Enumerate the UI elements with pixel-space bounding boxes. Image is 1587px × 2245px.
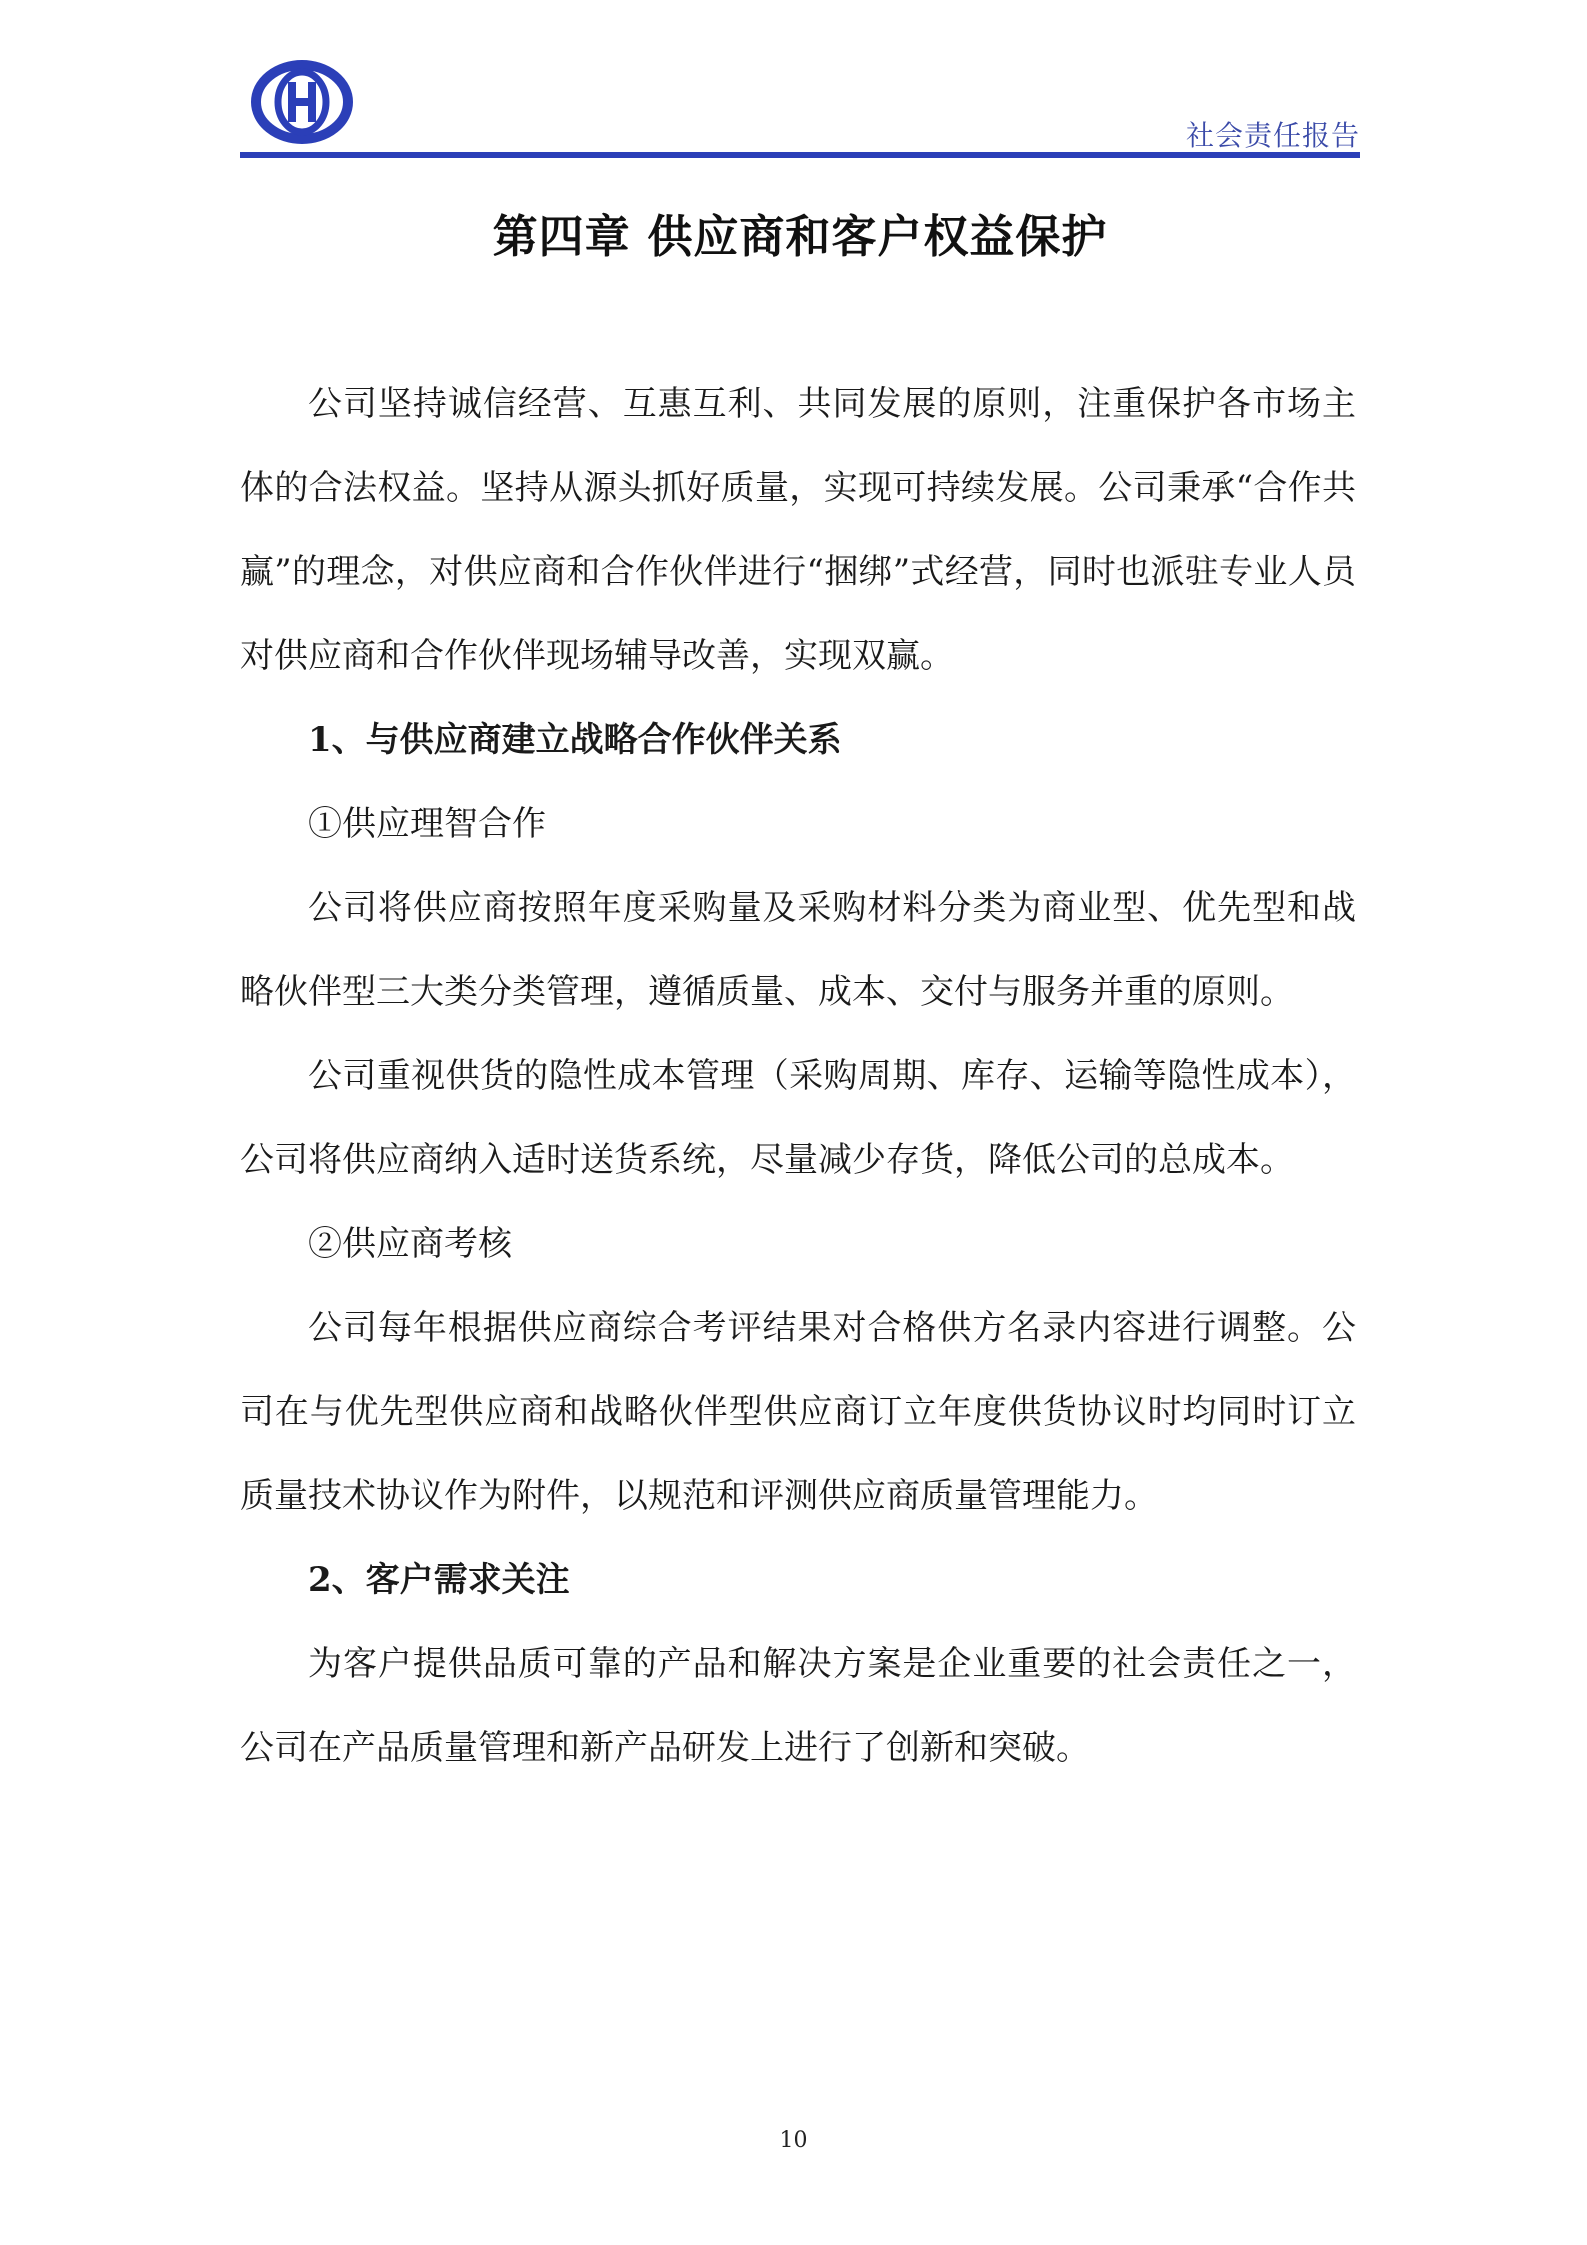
section-heading-1: 1、与供应商建立战略合作伙伴关系 (308, 720, 842, 760)
page-number: 10 (779, 2128, 808, 2153)
section-heading-2: 2、客户需求关注 (308, 1560, 570, 1600)
chapter-title: 第四章 供应商和客户权益保护 (492, 210, 1108, 263)
paragraph-supplier-classification: 公司将供应商按照年度采购量及采购材料分类为商业型、优先型和战略伙伴型三大类分类管理，遵循质量、成本、交付与服务并重的原则。 (240, 888, 1356, 1012)
body-content (240, 362, 1356, 1790)
intro-paragraph: 公司坚持诚信经营、互惠互利、共同发展的原则，注重保护各市场主体的合法权益。坚持从源头抓好质量，实现可持续发展。公司秉承“合作共赢”的理念，对供应商和合作伙伴进行“捆绑”式经营，同时也派驻专业人员对供应商和合作伙伴现场辅导改善，实现双赢。 (240, 384, 1356, 676)
subsection-heading-1: ①供应理智合作 (308, 804, 546, 844)
company-logo-icon (250, 60, 354, 144)
report-title: 社会责任报告 (1185, 119, 1360, 152)
paragraph-customer-needs: 为客户提供品质可靠的产品和解决方案是企业重要的社会责任之一，公司在产品质量管理和新产品研发上进行了创新和突破。 (240, 1644, 1356, 1768)
paragraph-supplier-assessment: 公司每年根据供应商综合考评结果对合格供方名录内容进行调整。公司在与优先型供应商和战略伙伴型供应商订立年度供货协议时均同时订立质量技术协议作为附件，以规范和评测供应商质量管理能力。 (240, 1308, 1356, 1516)
header-divider (240, 152, 1360, 158)
subsection-heading-2: ②供应商考核 (308, 1224, 512, 1264)
page-header (240, 52, 1360, 162)
paragraph-hidden-cost: 公司重视供货的隐性成本管理（采购周期、库存、运输等隐性成本），公司将供应商纳入适时送货系统，尽量减少存货，降低公司的总成本。 (240, 1056, 1356, 1180)
